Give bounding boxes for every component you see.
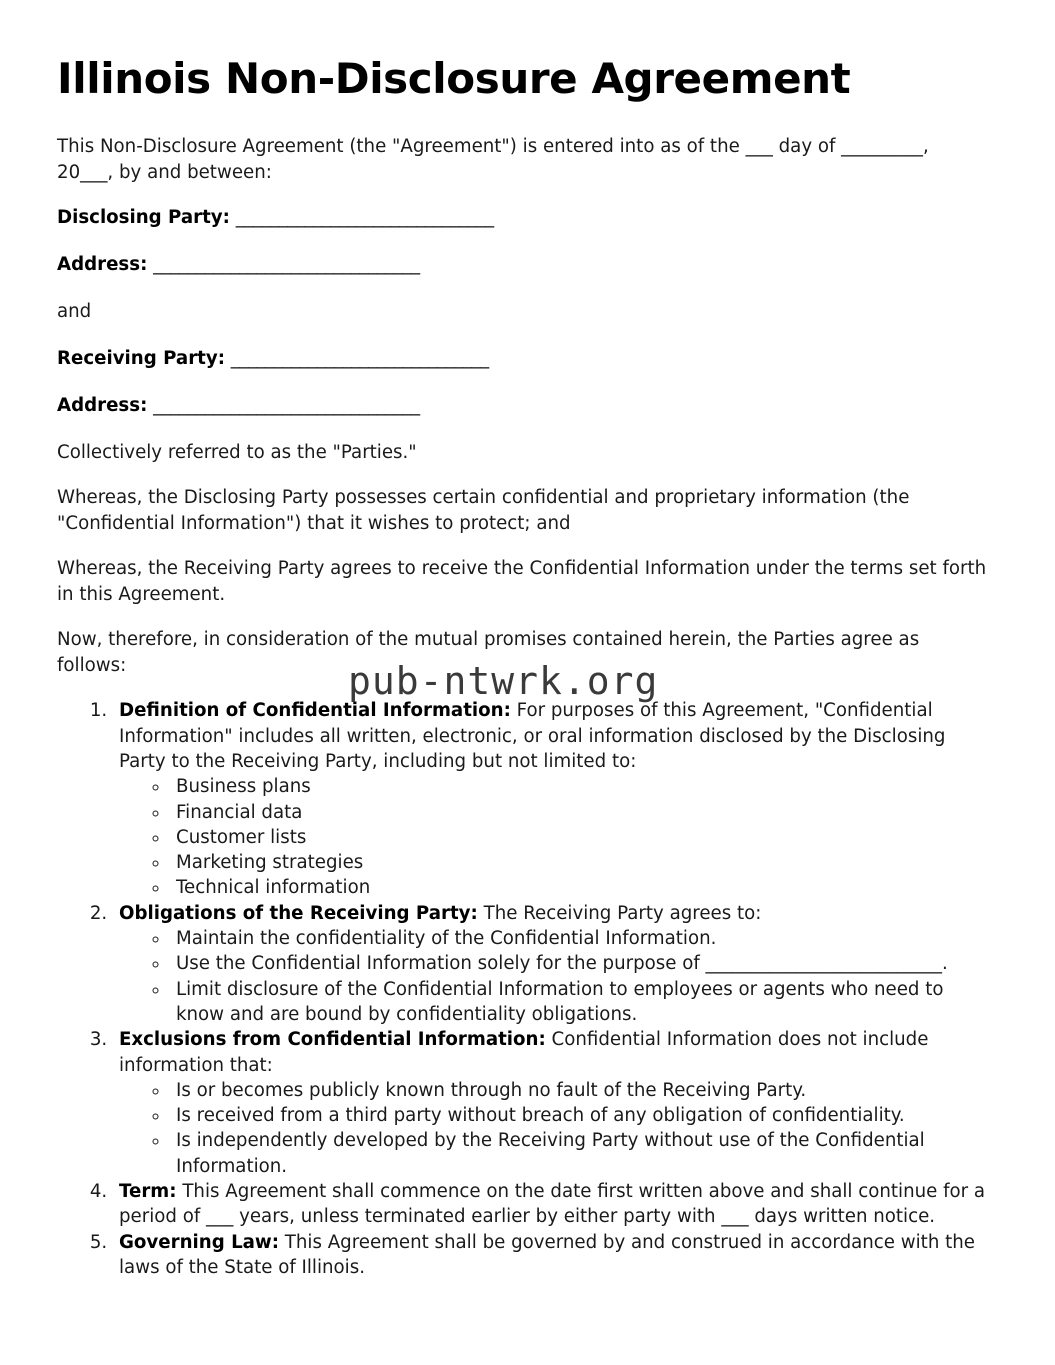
list-item: ◦ Maintain the confidentiality of the Confidential Information. — [169, 926, 990, 951]
page-title: Illinois Non-Disclosure Agreement — [57, 54, 851, 103]
collectively-paragraph: Collectively referred to as the "Parties." — [57, 442, 417, 464]
clause-body: This Agreement shall commence on the date first written above and shall continue for a period of ___ years, unless terminated earlier by either party with ___ days written notice. — [119, 1181, 986, 1228]
receiving-party-label: Receiving Party: — [57, 348, 225, 370]
disclosing-address-label: Address: — [57, 254, 148, 276]
list-item: ◦ Technical information — [169, 875, 990, 900]
list-item: ◦ Business plans — [169, 774, 990, 799]
list-item: ◦ Limit disclosure of the Confidential Information to employees or agents who need to know and are bound by confidentiality obligations. — [169, 977, 990, 1028]
list-item: ◦ Marketing strategies — [169, 850, 990, 875]
receiving-address-blank[interactable]: _______________________________ — [153, 395, 420, 417]
whereas-paragraph-1: Whereas, the Disclosing Party possesses certain confidential and proprietary information (the "Confidential Information") that it wishes to protect; and — [57, 487, 910, 535]
conjunction-and: and — [57, 301, 92, 323]
intro-paragraph: This Non-Disclosure Agreement (the "Agreement") is entered into as of the ___ day of _________, 20___, by and between: — [57, 136, 929, 184]
list-item: ◦ Customer lists — [169, 825, 990, 850]
list-item: ◦ Is received from a third party without breach of any obligation of confidentiality. — [169, 1103, 990, 1128]
clause-heading: Exclusions from Confidential Information: — [119, 1029, 546, 1051]
clause-body: For purposes of this Agreement, "Confidential Information" includes all written, electronic, or oral information disclosed by the Disclosing Party to the Receiving Party, including but not limited to: — [119, 700, 946, 772]
list-item: ◦ Is independently developed by the Receiving Party without use of the Confidential Information. — [169, 1128, 990, 1179]
clause-item — [113, 1179, 990, 1230]
clause-item — [113, 901, 990, 1027]
clause-subitems — [119, 1078, 990, 1179]
receiving-party-blank[interactable]: ______________________________ — [230, 348, 489, 370]
disclosing-party-field — [57, 205, 990, 231]
now-therefore-paragraph: Now, therefore, in consideration of the mutual promises contained herein, the Parties agree as follows: — [57, 629, 920, 677]
clause-item — [113, 1230, 990, 1281]
clause-item — [113, 1027, 990, 1179]
receiving-party-field — [57, 346, 990, 372]
site-watermark: pub-ntwrk.org — [348, 659, 659, 703]
list-item: ◦ Use the Confidential Information solely for the purpose of __________________________. — [169, 951, 990, 976]
list-item: ◦ Financial data — [169, 800, 990, 825]
clause-subitems — [119, 926, 990, 1027]
clause-body: The Receiving Party agrees to: — [477, 902, 762, 924]
clause-heading: Governing Law: — [119, 1231, 280, 1253]
disclosing-address-field — [57, 252, 990, 278]
clause-item — [113, 698, 990, 900]
clause-heading: Obligations of the Receiving Party: — [119, 902, 478, 924]
clauses-list — [57, 698, 990, 1280]
list-item: ◦ Is or becomes publicly known through no fault of the Receiving Party. — [169, 1078, 990, 1103]
clause-body: This Agreement shall be governed by and construed in accordance with the laws of the State of Illinois. — [119, 1231, 975, 1278]
receiving-address-label: Address: — [57, 395, 148, 417]
disclosing-party-blank[interactable]: ______________________________ — [235, 207, 494, 229]
disclosing-party-label: Disclosing Party: — [57, 207, 230, 229]
receiving-address-field — [57, 393, 990, 419]
clause-body: Confidential Information does not include information that: — [119, 1029, 929, 1076]
whereas-paragraph-2: Whereas, the Receiving Party agrees to receive the Confidential Information under the terms set forth in this Agreement. — [57, 558, 987, 606]
clause-heading: Definition of Confidential Information: — [119, 700, 511, 722]
disclosing-address-blank[interactable]: _______________________________ — [153, 254, 420, 276]
clause-subitems — [119, 774, 990, 900]
clause-heading: Term: — [119, 1181, 177, 1202]
